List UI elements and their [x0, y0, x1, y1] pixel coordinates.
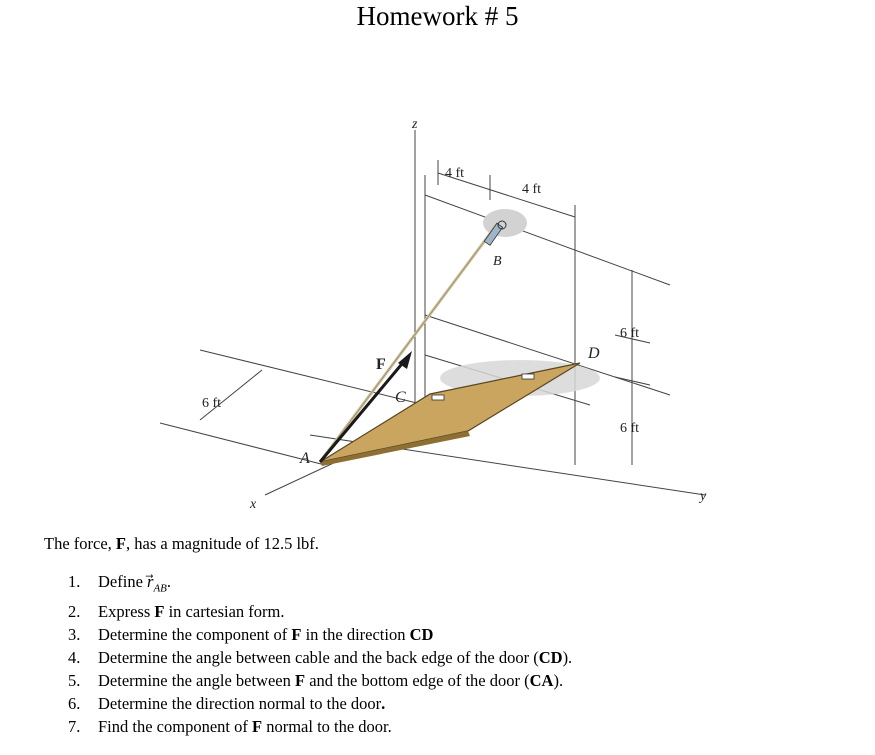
dim-right-upper: 6 ft [620, 326, 640, 341]
label-y: y [700, 489, 707, 504]
label-a: A [300, 450, 310, 467]
label-f: F [376, 356, 386, 373]
task-list [68, 570, 572, 738]
label-z: z [412, 117, 418, 132]
label-c: C [395, 389, 406, 406]
page-title: Homework # 5 [356, 1, 519, 31]
label-d: D [588, 345, 600, 362]
list-item: 5. Determine the angle between F and the bottom edge of the door (CA). [68, 671, 564, 691]
label-x: x [250, 497, 257, 512]
hinge-d [522, 374, 534, 379]
dim-right-lower: 6 ft [620, 421, 640, 436]
hinge-c [432, 395, 444, 400]
left-dim-tick [200, 370, 262, 420]
list-item: 1. Define $r_{AB}$. [68, 572, 172, 595]
dim-left: 6 ft [202, 396, 222, 411]
dim-top-left: 4 ft [445, 166, 465, 181]
label-b: B [493, 254, 502, 269]
dim-top-right: 4 ft [522, 182, 542, 197]
list-item: 4. Determine the angle between cable and the back edge of the door (CD). [68, 648, 573, 668]
problem-statement: The force, F, has a magnitude of 12.5 lbf. [44, 534, 319, 553]
door-cable-figure [150, 105, 730, 525]
list-item: 2. Express F in cartesian form. [68, 602, 285, 622]
list-item: 7. Find the component of F normal to the door. [68, 717, 392, 737]
list-item: 6. Determine the direction normal to the door. [68, 694, 386, 714]
list-item: 3. Determine the component of F in the direction CD [68, 625, 434, 645]
force-symbol: F [115, 534, 127, 553]
